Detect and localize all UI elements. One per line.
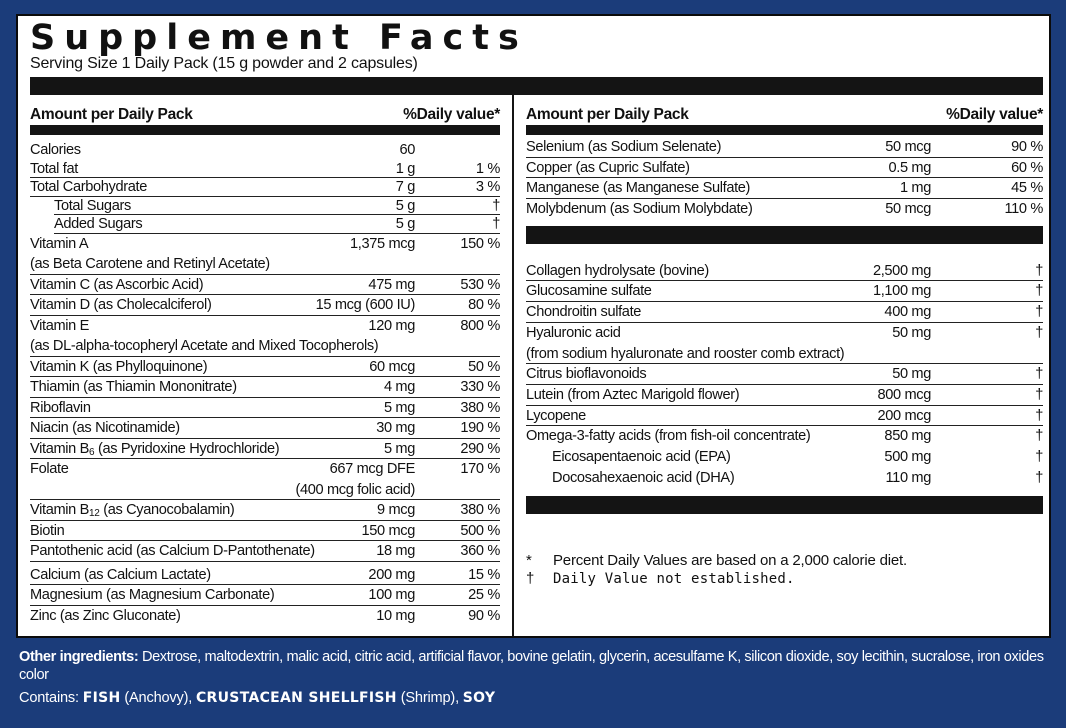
nutrient-amount: 667 mcg DFE xyxy=(329,461,415,477)
nutrient-amount: 1,375 mcg xyxy=(350,235,415,252)
nutrient-row xyxy=(30,521,500,542)
nutrient-name: Vitamin $B_6$ (as Pyridoxine Hydrochloride) xyxy=(30,440,280,458)
nutrient-dv: 3 % xyxy=(475,179,500,195)
ingredient-amount: 1,100 mg xyxy=(872,283,931,300)
ingredient-row xyxy=(526,447,1043,468)
footnote-star-text: Percent Daily Values are based on a 2,000 calorie diet. xyxy=(553,552,907,570)
ingredient-row xyxy=(526,385,1043,406)
nutrient-amount: 5 g xyxy=(395,216,415,232)
mineral-name: Molybdenum (as Sodium Molybdate) xyxy=(526,201,753,218)
ingredient-name: Eicosapentaenoic acid (EPA) xyxy=(552,448,731,465)
nutrient-row xyxy=(30,439,500,460)
right-header-amount: Amount per Daily Pack xyxy=(526,106,689,123)
nutrient-row xyxy=(30,585,500,606)
ingredient-name: Collagen hydrolysate (bovine) xyxy=(526,262,709,279)
mineral-dv: 45 % xyxy=(1011,180,1043,197)
ingredient-amount: 50 mg xyxy=(892,366,931,383)
allergen-statement: Contains: FISH (Anchovy), CRUSTACEAN SHELLFISH (Shrimp), SOY xyxy=(19,690,496,706)
nutrient-dv: 50 % xyxy=(468,358,500,375)
nutrient-amount: 1 g xyxy=(395,160,415,177)
mineral-name: Manganese (as Manganese Sulfate) xyxy=(526,180,751,197)
nutrient-dv: 530 % xyxy=(460,276,500,293)
mineral-row xyxy=(526,178,1043,199)
footnote-dagger xyxy=(526,570,795,587)
nutrient-row xyxy=(30,541,500,562)
footnote-star-symbol: * xyxy=(526,552,532,570)
nutrient-dv: 380 % xyxy=(460,399,500,416)
nutrient-note: (as Beta Carotene and Retinyl Acetate) xyxy=(30,256,270,272)
nutrient-amount: 4 mg xyxy=(383,379,415,395)
footnote-dagger-symbol: † xyxy=(526,570,535,588)
nutrient-dv: 90 % xyxy=(468,607,500,624)
nutrient-amount: 15 mcg (600 IU) xyxy=(315,297,415,313)
nutrient-dv: 800 % xyxy=(460,317,500,334)
nutrient-dv: 1 % xyxy=(475,160,500,177)
nutrient-name: Vitamin C (as Ascorbic Acid) xyxy=(30,276,204,293)
ingredient-dv: † xyxy=(1035,304,1043,321)
other-ingredients-text: Dextrose, maltodextrin, malic acid, citric acid, artificial flavor, bovine gelatin, glycerin, acesulfame K, silicon dioxide, soy lecithin, sucralose, iron oxides color xyxy=(19,649,1044,683)
mineral-amount: 50 mcg xyxy=(885,139,931,155)
nutrient-amount: 18 mg xyxy=(376,543,415,559)
nutrient-note-row xyxy=(30,254,500,275)
contains-label: Contains: xyxy=(19,690,79,706)
ingredient-name: Omega-3-fatty acids (from fish-oil concentrate) xyxy=(526,428,811,445)
nutrient-name: Total fat xyxy=(30,160,78,177)
mineral-dv: 60 % xyxy=(1011,159,1043,176)
nutrient-name: Niacin (as Nicotinamide) xyxy=(30,420,180,436)
nutrient-row xyxy=(30,357,500,378)
nutrient-row xyxy=(30,141,500,160)
nutrient-name: Calories xyxy=(30,142,81,158)
nutrient-row xyxy=(30,160,500,179)
section-divider-bar xyxy=(526,496,1043,514)
supplement-facts-panel xyxy=(16,14,1051,638)
nutrient-row xyxy=(54,215,500,234)
ingredient-dv: † xyxy=(1035,448,1043,465)
nutrient-row xyxy=(30,606,500,627)
allergen-fish: FISH xyxy=(82,690,121,706)
ingredient-amount: 400 mg xyxy=(884,304,931,321)
mineral-row xyxy=(526,158,1043,179)
nutrient-row xyxy=(54,197,500,216)
ingredient-dv: † xyxy=(1035,428,1043,445)
nutrient-row xyxy=(30,565,500,586)
nutrient-amount: 100 mg xyxy=(368,587,415,603)
panel-title: Supplement Facts xyxy=(30,18,528,58)
mineral-name: Copper (as Cupric Sulfate) xyxy=(526,159,690,176)
ingredient-name: Citrus bioflavonoids xyxy=(526,366,647,383)
nutrient-name: Vitamin $B_{12}$ (as Cyanocobalamin) xyxy=(30,502,235,519)
nutrient-amount: 10 mg xyxy=(376,607,415,624)
ingredient-row xyxy=(526,323,1043,344)
ingredient-dv: † xyxy=(1035,386,1043,403)
nutrient-row xyxy=(30,377,500,398)
ingredient-name: Docosahexaenoic acid (DHA) xyxy=(552,469,735,486)
nutrient-name: Thiamin (as Thiamin Mononitrate) xyxy=(30,379,237,395)
allergen-shellfish-note: (Shrimp) xyxy=(400,690,456,706)
mineral-dv: 110 % xyxy=(1004,201,1043,218)
nutrient-dv: 190 % xyxy=(460,420,500,436)
nutrient-amount: 5 g xyxy=(395,197,415,214)
ingredient-dv: † xyxy=(1035,324,1043,341)
serving-size: Serving Size 1 Daily Pack (15 g powder and 2 capsules) xyxy=(30,55,418,72)
ingredient-dv: † xyxy=(1035,366,1043,383)
nutrient-row xyxy=(30,500,500,521)
ingredient-row xyxy=(526,468,1043,489)
left-header xyxy=(30,95,500,125)
other-ingredients xyxy=(19,648,1054,684)
ingredient-row xyxy=(526,302,1043,323)
ingredient-dv: † xyxy=(1035,283,1043,300)
nutrient-name: Calcium (as Calcium Lactate) xyxy=(30,566,211,583)
right-column xyxy=(526,95,1043,594)
nutrient-row xyxy=(30,459,500,480)
nutrient-amount: 60 mcg xyxy=(369,358,415,375)
nutrient-dv: 80 % xyxy=(468,297,500,313)
nutrient-name: Added Sugars xyxy=(54,216,143,232)
nutrient-name: Vitamin A xyxy=(30,235,89,252)
nutrient-dv: 360 % xyxy=(460,543,500,559)
ingredient-row xyxy=(526,261,1043,282)
footnotes xyxy=(526,514,1043,594)
nutrient-amount: 475 mg xyxy=(368,276,415,293)
ingredient-row xyxy=(526,364,1043,385)
mineral-amount: 1 mg xyxy=(899,180,931,197)
nutrient-name: Pantothenic acid (as Calcium D-Pantothenate) xyxy=(30,543,315,559)
ingredient-name: Glucosamine sulfate xyxy=(526,283,652,300)
mineral-amount: 50 mcg xyxy=(885,201,931,218)
nutrient-amount: 60 xyxy=(399,142,415,158)
nutrient-name: Folate xyxy=(30,461,69,477)
left-header-dv: %Daily value* xyxy=(403,106,500,123)
nutrient-amount: 9 mcg xyxy=(377,502,415,518)
left-column xyxy=(30,95,500,626)
nutrient-name: Magnesium (as Magnesium Carbonate) xyxy=(30,587,275,603)
nutrient-name: Zinc (as Zinc Gluconate) xyxy=(30,607,181,624)
ingredient-name: Lycopene xyxy=(526,407,586,424)
ingredient-name: Chondroitin sulfate xyxy=(526,304,642,321)
footnote-dagger-text: Daily Value not established. xyxy=(553,571,795,588)
nutrient-dv: 380 % xyxy=(460,502,500,518)
nutrient-amount: 30 mg xyxy=(376,420,415,436)
left-header-bar xyxy=(30,125,500,135)
nutrient-row xyxy=(30,418,500,439)
ingredient-row xyxy=(526,406,1043,427)
allergen-shellfish: CRUSTACEAN SHELLFISH xyxy=(195,690,397,706)
ingredient-name: Hyaluronic acid xyxy=(526,324,621,341)
allergen-fish-note: (Anchovy) xyxy=(124,690,189,706)
nutrient-amount: 120 mg xyxy=(368,317,415,334)
nutrient-amount: 200 mg xyxy=(368,566,415,583)
nutrient-row xyxy=(30,178,500,197)
allergen-soy: SOY xyxy=(462,690,496,706)
footnote-star xyxy=(526,552,907,569)
mineral-dv: 90 % xyxy=(1011,139,1043,155)
nutrient-dv: 150 % xyxy=(460,235,500,252)
nutrient-note: (400 mcg folic acid) xyxy=(295,481,415,498)
nutrient-dv: 170 % xyxy=(460,461,500,477)
nutrient-note-row xyxy=(30,480,500,501)
right-header-bar xyxy=(526,125,1043,135)
ingredient-row xyxy=(526,281,1043,302)
ingredient-amount: 200 mcg xyxy=(877,407,931,424)
nutrient-dv: 290 % xyxy=(460,440,500,457)
ingredient-amount: 850 mg xyxy=(884,428,931,445)
nutrient-dv: † xyxy=(492,216,500,232)
nutrient-row xyxy=(30,398,500,419)
ingredient-amount: 2,500 mg xyxy=(872,262,931,279)
ingredient-amount: 50 mg xyxy=(892,324,931,341)
ingredient-dv: † xyxy=(1035,407,1043,424)
nutrient-dv: † xyxy=(492,197,500,214)
nutrient-name: Riboflavin xyxy=(30,399,91,416)
nutrient-dv: 330 % xyxy=(460,379,500,395)
nutrient-dv: 15 % xyxy=(468,566,500,583)
nutrient-dv: 25 % xyxy=(468,587,500,603)
nutrient-name: Biotin xyxy=(30,522,65,539)
nutrient-amount: 5 mg xyxy=(383,440,415,457)
nutrient-name: Vitamin D (as Cholecalciferol) xyxy=(30,297,212,313)
nutrient-note-row xyxy=(30,336,500,357)
nutrient-dv: 500 % xyxy=(460,522,500,539)
ingredient-row xyxy=(526,426,1043,447)
mineral-row xyxy=(526,137,1043,158)
other-ingredients-label: Other ingredients: xyxy=(19,649,139,665)
ingredient-name: Lutein (from Aztec Marigold flower) xyxy=(526,386,740,403)
top-divider-bar xyxy=(30,77,1043,95)
ingredient-amount: 800 mcg xyxy=(877,386,931,403)
nutrient-amount: 7 g xyxy=(395,179,415,195)
nutrient-row xyxy=(30,234,500,255)
nutrient-name: Total Sugars xyxy=(54,197,131,214)
nutrient-note: (as DL-alpha-tocopheryl Acetate and Mixed Tocopherols) xyxy=(30,338,379,354)
ingredient-note: (from sodium hyaluronate and rooster comb extract) xyxy=(526,345,845,362)
ingredient-amount: 110 mg xyxy=(885,469,931,486)
nutrient-row xyxy=(30,295,500,316)
nutrient-name: Vitamin K (as Phylloquinone) xyxy=(30,358,208,375)
mineral-amount: 0.5 mg xyxy=(888,159,931,176)
right-header-dv: %Daily value* xyxy=(946,106,1043,123)
mineral-row xyxy=(526,199,1043,220)
nutrient-name: Vitamin E xyxy=(30,317,90,334)
ingredient-note-row xyxy=(526,344,1043,365)
mineral-name: Selenium (as Sodium Selenate) xyxy=(526,139,722,155)
ingredient-amount: 500 mg xyxy=(884,448,931,465)
right-header xyxy=(526,95,1043,125)
nutrient-amount: 150 mcg xyxy=(361,522,415,539)
nutrient-amount: 5 mg xyxy=(383,399,415,416)
nutrient-row xyxy=(30,316,500,337)
ingredient-dv: † xyxy=(1035,469,1043,486)
left-header-amount: Amount per Daily Pack xyxy=(30,106,193,123)
ingredient-dv: † xyxy=(1035,262,1043,279)
nutrient-name: Total Carbohydrate xyxy=(30,179,148,195)
section-divider-bar xyxy=(526,226,1043,244)
column-divider xyxy=(512,95,514,636)
nutrient-row xyxy=(30,275,500,296)
